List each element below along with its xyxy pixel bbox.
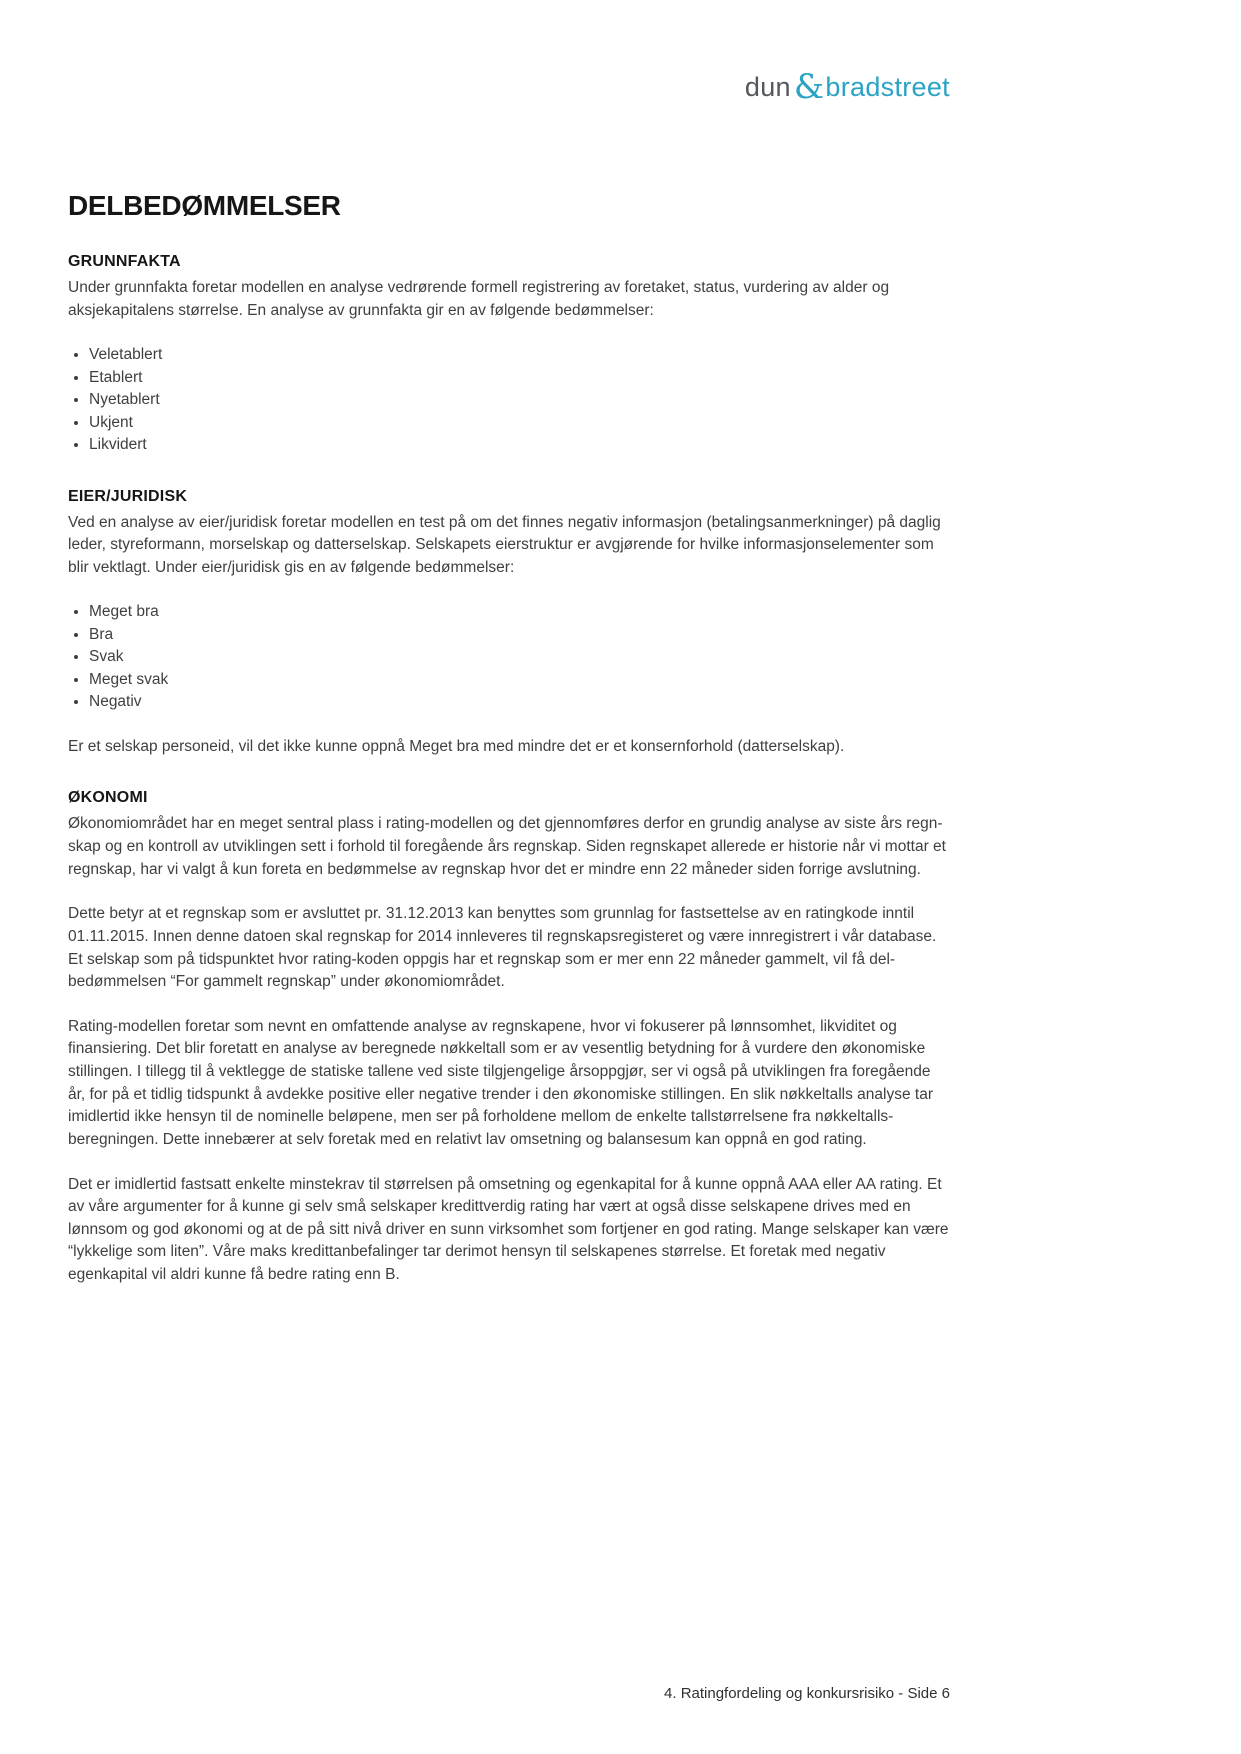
section-eier-juridisk (68, 488, 950, 759)
eier-juridisk-note: Er et selskap personeid, vil det ikke kunne oppnå Meget bra med mindre det er et konsernforhold (datterselskap). (68, 737, 845, 755)
eier-juridisk-intro: Ved en analyse av eier/juridisk foretar modellen en test på om det finnes negativ informasjon (betalingsanmerkninger) på daglig leder, styreformann, morselskap og datterselskap. Selskapets eierstruktur er avgjørende for hvilke informasjonselementer som blir vektlagt. Under eier/juridisk gis en av følgende bedømmelser: (68, 513, 941, 576)
bullet-item: • Bra (89, 624, 950, 646)
logo-dun-text: dun (744, 72, 791, 102)
okonomi-paragraph: Økonomiområdet har en meget sentral plass i rating-modellen og det gjennomføres derfor en grundig analyse av siste års regn- skap og en kontroll av utviklingen sett i forhold til foregående års regnskap. Siden regnskapet allerede er historie når vi mottar et regnskap, har vi valgt å kun foreta en bedømmelse av regnskap hvor det er mindre enn 22 måneder siden forrige avslutning. (68, 815, 946, 878)
okonomi-paragraph: Det er imidlertid fastsatt enkelte minstekrav til størrelsen på omsetning og egenkapital for å kunne oppnå AAA eller AA rating. Et av våre argumenter for å kunne gi selv små selskaper kredittverdig rating har vært at også disse selskapene drives med en lønnsom og god økonomi og at de på sitt nivå driver en sunn virksomhet som fortjener en god rating. Mange selskaper kan være “lykkelige som liten”. Våre maks kredittanbefalinger tar derimot hensyn til selskapenes størrelse. Et foretak med negativ egenkapital vil aldri kunne få bedre rating enn B. (68, 1175, 949, 1284)
bullet-item: • Ukjent (89, 412, 950, 434)
page-footer: 4. Ratingfordeling og konkursrisiko - Side 6 (664, 1685, 950, 1702)
bullet-item: • Nyetablert (89, 389, 950, 411)
dun-bradstreet-logo (68, 67, 950, 107)
section-okonomi (68, 789, 950, 1286)
section-grunnfakta (68, 253, 950, 457)
page-title: DELBEDØMMELSER (68, 190, 341, 221)
content-column (68, 0, 950, 1309)
bullet-item: • Veletablert (89, 344, 950, 366)
bullet-item: • Svak (89, 646, 950, 668)
grunnfakta-intro: Under grunnfakta foretar modellen en analyse vedrørende formell registrering av foretaket, status, vurdering av alder og aksjekapitalens størrelse. En analyse av grunnfakta gir en av følgende bedømmelser: (68, 279, 890, 319)
logo-bradstreet-text: bradstreet (825, 72, 950, 102)
grunnfakta-bullet-list (68, 344, 950, 456)
eier-juridisk-bullet-list (68, 601, 950, 713)
bullet-item: • Negativ (89, 691, 950, 713)
section-heading-okonomi: ØKONOMI (68, 789, 148, 807)
bullet-item: • Meget svak (89, 669, 950, 691)
bullet-item: • Likvidert (89, 434, 950, 456)
bullet-item: • Meget bra (89, 601, 950, 623)
okonomi-paragraph: Rating-modellen foretar som nevnt en omfattende analyse av regnskapene, hvor vi fokuserer på lønnsomhet, likviditet og finansiering. Det blir foretatt en analyse av beregnede nøkkeltall som er av vesentlig betydning for å vurdere den økonomiske stillingen. I tillegg til å vektlegge de statiske tallene ved siste tilgjengelige årsoppgjør, ser vi også på utviklingen fra foregående år, for på et tidlig tidspunkt å avdekke positive eller negative trender i den økonomiske stillingen. En slik nøkkeltalls analyse tar imidlertid ikke hensyn til de nominelle beløpene, men ser på forholdene mellom de enkelte tallstørrelsene fra nøkkeltalls- beregningen. Dette innebærer at selv foretak med en relativt lav omsetning og balansesum kan oppnå en god rating. (68, 1017, 933, 1148)
okonomi-paragraph: Dette betyr at et regnskap som er avsluttet pr. 31.12.2013 kan benyttes som grunnlag for fastsettelse av en ratingkode inntil 01.11.2015. Innen denne datoen skal regnskap for 2014 innleveres til regnskapsregisteret og være innregistrert i vår database. Et selskap som på tidspunktet hvor rating-koden oppgis har et regnskap som er mer enn 22 måneder gammelt, vil få del- bedømmelsen “For gammelt regnskap” under økonomiområdet. (68, 905, 937, 991)
section-heading-grunnfakta: GRUNNFAKTA (68, 253, 181, 270)
bullet-item: • Etablert (89, 367, 950, 389)
logo-ampersand-icon: & (793, 67, 825, 107)
section-heading-eier-juridisk: EIER/JURIDISK (68, 487, 188, 505)
